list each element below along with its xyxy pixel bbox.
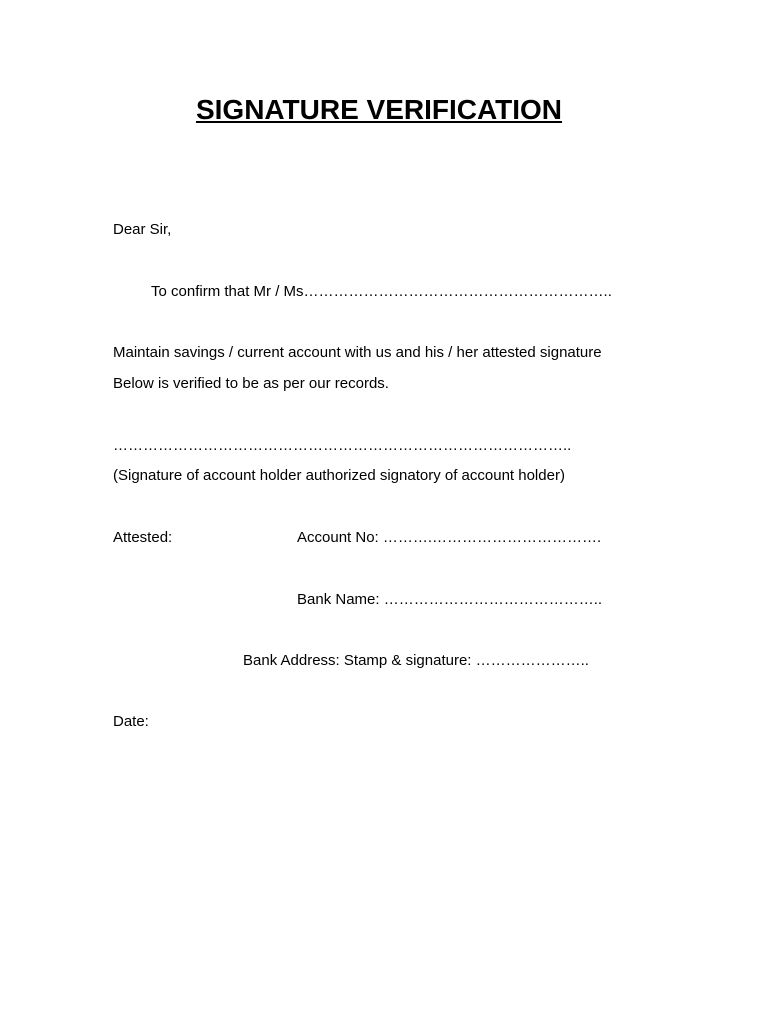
account-no-line: Account No: ……….…………………………….: [297, 529, 602, 546]
bank-address-line: Bank Address: Stamp & signature: …………………..: [243, 652, 589, 669]
signature-caption: (Signature of account holder authorized signatory of account holder): [113, 467, 565, 484]
attested-label: Attested:: [113, 529, 173, 546]
bank-name-line: Bank Name: ……………………………………..: [297, 591, 603, 608]
document-title: SIGNATURE VERIFICATION: [195, 94, 563, 125]
body-line-1: Maintain savings / current account with us and his / her attested signature: [113, 344, 602, 361]
signature-dotted-line: ………………………………………………………………………………..: [113, 437, 572, 454]
salutation: Dear Sir,: [113, 221, 172, 238]
confirm-line: To confirm that Mr / Ms……………………………………………………..: [151, 283, 612, 300]
date-label: Date:: [113, 713, 149, 730]
body-line-2: Below is verified to be as per our records.: [113, 375, 389, 392]
